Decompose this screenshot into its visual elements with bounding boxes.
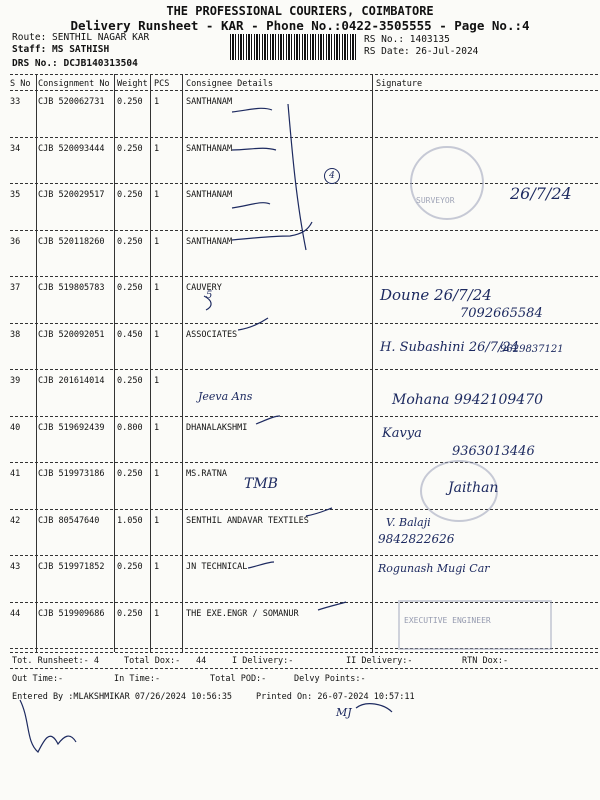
row40-phone: 9363013446 [452,444,535,459]
rs-number: RS No.: 1403135 [364,34,450,45]
row-pcs: 1 [154,562,160,572]
row-pcs: 1 [154,329,160,340]
col-consignee: Consignee Details [186,79,273,89]
rtn-dox: RTN Dox:- [462,656,509,666]
row-weight: 0.250 [117,469,143,479]
out-time: Out Time:- [12,674,64,684]
row-pcs: 1 [154,236,160,247]
row37-mark: 5 [206,290,213,301]
row-consignment: CJB 519973186 [38,469,105,479]
row38-phone: 9629837121 [500,344,564,355]
col-sno: S No [10,79,31,89]
row-consignment: CJB 520092051 [38,329,105,340]
row42-signature: V. Balaji [386,516,431,529]
row-sno: 44 [10,608,21,619]
row37-signature: Doune 26/7/24 [380,286,492,304]
row-weight: 0.250 [117,608,143,619]
col-weight: Weight [117,79,148,89]
delvy-points: Delvy Points:- [294,674,366,684]
row-consignee: CAUVERY [186,283,222,293]
row-weight: 1.050 [117,515,143,526]
row-consignee: THE EXE.ENGR / SOMANUR [186,608,299,619]
row-pcs: 1 [154,97,160,107]
row-pcs: 1 [154,190,160,200]
row-consignment: CJB 520093444 [38,143,105,154]
row43-signature: Rogunash Mugi Car [378,562,490,575]
row-pcs: 1 [154,422,160,433]
row-weight: 0.250 [117,97,143,107]
tot-runsheet: Tot. Runsheet:- 4 [12,656,99,666]
drs-number: DRS No.: DCJB140313504 [12,58,138,69]
col-signature: Signature [376,79,423,89]
engineer-stamp [398,600,552,650]
row-pcs: 1 [154,515,160,526]
row39-signature: Mohana 9942109470 [392,392,544,408]
row-sno: 39 [10,376,21,386]
row-consignee: MS.RATNA [186,469,227,479]
row-sno: 36 [10,236,21,247]
row-consignment: CJB 520062731 [38,97,105,107]
row-sno: 37 [10,283,21,293]
row-consignee: SENTHIL ANDAVAR TEXTILES [186,515,309,526]
row-sno: 38 [10,329,21,340]
in-time: In Time:- [114,674,161,684]
row37-phone: 7092665584 [460,306,543,321]
row-sno: 34 [10,143,21,154]
total-dox-label: Total Dox:- [124,656,181,666]
row-consignee: ASSOCIATES [186,329,238,340]
row-consignment: CJB 519805783 [38,283,105,293]
row38-signature: H. Subashini 26/7/24 [380,340,519,355]
row35-date: 26/7/24 [510,184,572,203]
row41-consignee-handwritten: TMB [244,476,278,492]
runsheet-subtitle: Delivery Runsheet - KAR - Phone No.:0422-3505555 - Page No.:4 [70,18,530,33]
row-consignee: SANTHANAM [186,236,233,247]
row-consignment: CJB 80547640 [38,515,100,526]
route-label: Route: SENTHIL NAGAR KAR [12,32,150,43]
row-sno: 35 [10,190,21,200]
row-weight: 0.250 [117,143,143,154]
row-consignment: CJB 519692439 [38,422,105,433]
row-weight: 0.250 [117,190,143,200]
total-dox-value: 44 [196,656,207,666]
row-pcs: 1 [154,283,160,293]
col-pcs: PCS [154,79,170,89]
footer-initials: MJ [336,706,352,719]
row-weight: 0.250 [117,283,143,293]
surveyor-stamp-text: SURVEYOR [416,196,455,205]
row-consignee: DHANALAKSHMI [186,422,248,433]
row-pcs: 1 [154,469,160,479]
row-weight: 0.250 [117,236,143,247]
footer-top-border [10,652,598,653]
i-delivery: I Delivery:- [232,656,294,666]
row-weight: 0.450 [117,329,143,340]
row-sno: 42 [10,515,21,526]
row42-phone: 9842822626 [378,532,455,546]
row39-consignee-handwritten: Jeeva Ans [198,390,253,403]
row-consignee: SANTHANAM [186,97,233,107]
row41-signature: Jaithan [448,480,499,496]
row-weight: 0.800 [117,422,143,433]
row-consignment: CJB 519971852 [38,562,105,572]
row-consignee: JN TECHNICAL [186,562,248,572]
ii-delivery: II Delivery:- [346,656,413,666]
footer-mid-border [10,668,598,669]
col-consignment: Consignment No [38,79,110,89]
row34-mark: 4 [324,168,340,184]
row-pcs: 1 [154,143,160,154]
row-sno: 40 [10,422,21,433]
surveyor-stamp [410,146,484,220]
row-consignment: CJB 519909686 [38,608,105,619]
runsheet-title: THE PROFESSIONAL COURIERS, COIMBATORE [166,4,434,18]
total-pod: Total POD:- [210,674,267,684]
entered-by: Entered By :MLAKSHMIKAR 07/26/2024 10:56:35 [12,692,233,702]
row-consignment: CJB 520029517 [38,190,105,200]
row-weight: 0.250 [117,562,143,572]
row-sno: 33 [10,97,21,107]
row-weight: 0.250 [117,376,143,386]
row-consignee: SANTHANAM [186,143,233,154]
printed-on: Printed On: 26-07-2024 10:57:11 [256,692,415,702]
rs-date: RS Date: 26-Jul-2024 [364,46,479,57]
row-consignment: CJB 520118260 [38,236,105,247]
row-consignee: SANTHANAM [186,190,233,200]
row-consignment: CJB 201614014 [38,376,105,386]
engineer-stamp-text: EXECUTIVE ENGINEER [404,616,491,625]
staff-label: Staff: MS SATHISH [12,44,110,55]
row-sno: 41 [10,469,21,479]
row-pcs: 1 [154,608,160,619]
row-sno: 43 [10,562,21,572]
row-pcs: 1 [154,376,160,386]
row40-signature: Kavya [382,426,422,441]
